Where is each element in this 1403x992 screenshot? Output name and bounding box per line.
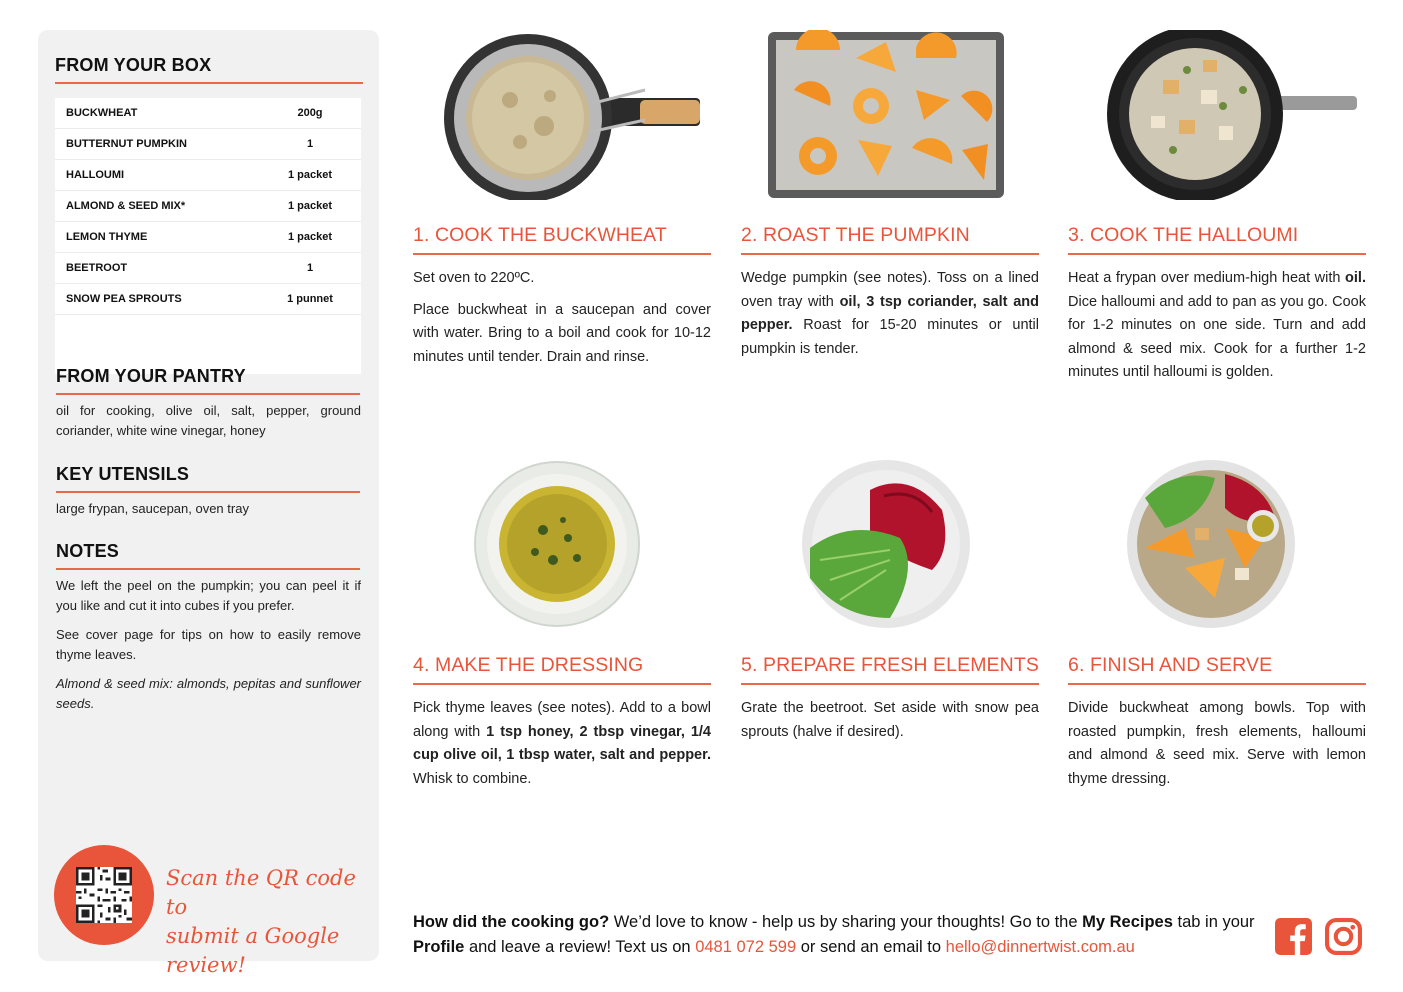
step-body xyxy=(413,267,711,369)
ingredient-qty: 1 xyxy=(306,262,314,274)
step-paragraph xyxy=(413,697,711,791)
step-body xyxy=(413,697,711,791)
box-ingredients-table xyxy=(55,98,361,374)
ingredient-qty: 200g xyxy=(297,107,323,119)
footer-text: We’d love to know - help us by sharing your thoughts! Go to the xyxy=(609,913,1083,931)
table-row xyxy=(55,191,361,222)
footer-text: and leave a review! Text us on xyxy=(464,938,696,956)
ingredient-qty: 1 packet xyxy=(287,231,333,243)
qr-badge xyxy=(54,845,154,945)
step-title: 5. PREPARE FRESH ELEMENTS xyxy=(741,654,1039,685)
step-text: Dice halloumi and add to pan as you go. Cook for 1-2 minutes on one side. Turn and add almond & seed mix. Cook for a further 1-2 minutes until halloumi is golden. xyxy=(1068,293,1366,380)
pantry-text xyxy=(56,401,361,450)
contact-link[interactable]: 0481 072 599 xyxy=(695,938,797,956)
step-paragraph xyxy=(413,299,711,370)
ingredient-name: ALMOND & SEED MIX* xyxy=(66,200,186,212)
ingredient-name: SNOW PEA SPROUTS xyxy=(66,293,182,305)
halloumi-frypan-image xyxy=(1103,30,1358,200)
table-row xyxy=(55,284,361,315)
step-title: 1. COOK THE BUCKWHEAT xyxy=(413,224,711,255)
table-row xyxy=(55,253,361,284)
bold-ingredients: oil. xyxy=(1345,270,1366,286)
footer-text: or send an email to xyxy=(796,938,946,956)
step-1 xyxy=(413,224,711,377)
ingredient-qty: 1 punnet xyxy=(287,293,333,305)
step-text: Whisk to combine. xyxy=(413,770,532,787)
step-6 xyxy=(1068,654,1366,799)
step-text: Heat a frypan over medium-high heat with xyxy=(1068,270,1346,286)
step-body xyxy=(1068,697,1366,791)
note-item: See cover page for tips on how to easily remove thyme leaves. xyxy=(56,627,361,662)
qr-caption-line: submit a Google review! xyxy=(166,924,340,977)
bold-ingredients: 1 tsp honey, 2 tbsp vinegar, 1/4 cup olive oil, 1 tbsp water, salt and pepper. xyxy=(413,723,711,763)
utensils-title: KEY UTENSILS xyxy=(56,464,360,493)
step-text: Roast for 15-20 minutes or until pumpkin is tender. xyxy=(741,317,1039,357)
ingredient-name: BUCKWHEAT xyxy=(66,107,138,119)
step-2 xyxy=(741,224,1039,369)
fresh-elements-plate-image xyxy=(800,460,972,630)
contact-link[interactable]: hello@dinnertwist.com.au xyxy=(945,938,1135,956)
facebook-icon[interactable] xyxy=(1275,918,1312,955)
qr-caption xyxy=(166,864,366,980)
ingredient-qty: 1 packet xyxy=(287,200,333,212)
table-row xyxy=(55,222,361,253)
step-title: 3. COOK THE HALLOUMI xyxy=(1068,224,1366,255)
bold-ingredients: oil, 3 tsp coriander, salt and pepper. xyxy=(741,293,1039,333)
notes-text xyxy=(56,576,361,723)
review-footer xyxy=(413,910,1263,960)
table-row xyxy=(55,160,361,191)
utensils-text xyxy=(56,499,361,528)
box-title: FROM YOUR BOX xyxy=(55,55,363,84)
pantry-list: oil for cooking, olive oil, salt, pepper, ground coriander, white wine vinegar, honey xyxy=(56,403,361,438)
step-title: 4. MAKE THE DRESSING xyxy=(413,654,711,685)
step-body xyxy=(1068,267,1366,385)
footer-text: Profile xyxy=(413,938,465,956)
ingredient-qty: 1 xyxy=(306,138,314,150)
step-text: Divide buckwheat among bowls. Top with roasted pumpkin, fresh elements, halloumi and almond & seed mix. Serve with lemon thyme dressing. xyxy=(1068,700,1366,787)
qr-code-icon[interactable] xyxy=(76,867,132,923)
step-3 xyxy=(1068,224,1366,393)
sidebar xyxy=(38,30,379,977)
step-title: 6. FINISH AND SERVE xyxy=(1068,654,1366,685)
step-text: Place buckwheat in a saucepan and cover with water. Bring to a boil and cook for 10-12 minutes until tender. Drain and rinse. xyxy=(413,301,711,365)
step-4 xyxy=(413,654,711,799)
finished-bowl-image xyxy=(1125,458,1297,630)
footer-text: How did the cooking go? xyxy=(413,913,610,931)
step-paragraph xyxy=(741,267,1039,361)
note-item: We left the peel on the pumpkin; you can peel it if you like and cut it into cubes if you prefer. xyxy=(56,578,361,613)
step-5 xyxy=(741,654,1039,752)
ingredient-name: HALLOUMI xyxy=(66,169,125,181)
utensils-list: large frypan, saucepan, oven tray xyxy=(56,501,249,516)
step-text: Grate the beetroot. Set aside with snow pea sprouts (halve if desired). xyxy=(741,700,1039,740)
step-paragraph xyxy=(741,697,1039,744)
step-text: Pick thyme leaves (see notes). Add to a bowl along with xyxy=(413,700,711,740)
step-text: Wedge pumpkin (see notes). Toss on a lined oven tray with xyxy=(741,270,1039,310)
footer-text: My Recipes xyxy=(1082,913,1173,931)
note-item: Almond & seed mix: almonds, pepitas and sunflower seeds. xyxy=(56,676,361,711)
table-row xyxy=(55,98,361,129)
pantry-title: FROM YOUR PANTRY xyxy=(56,366,360,395)
ingredient-name: BEETROOT xyxy=(66,262,128,274)
table-row xyxy=(55,129,361,160)
step-paragraph xyxy=(1068,267,1366,385)
dressing-bowl-image xyxy=(473,460,643,630)
step-body xyxy=(741,267,1039,361)
notes-title: NOTES xyxy=(56,541,360,570)
ingredient-name: BUTTERNUT PUMPKIN xyxy=(66,138,187,150)
ingredient-name: LEMON THYME xyxy=(66,231,148,243)
ingredient-qty: 1 packet xyxy=(287,169,333,181)
step-title: 2. ROAST THE PUMPKIN xyxy=(741,224,1039,255)
qr-caption-line: Scan the QR code to xyxy=(166,866,356,919)
footer-text: tab in your xyxy=(1172,913,1255,931)
pumpkin-tray-image xyxy=(766,30,1006,200)
buckwheat-saucepan-image xyxy=(440,30,705,200)
step-body xyxy=(741,697,1039,744)
step-text: Set oven to 220ºC. xyxy=(413,270,535,286)
step-paragraph xyxy=(413,267,711,291)
step-paragraph xyxy=(1068,697,1366,791)
instagram-icon[interactable] xyxy=(1325,918,1362,955)
